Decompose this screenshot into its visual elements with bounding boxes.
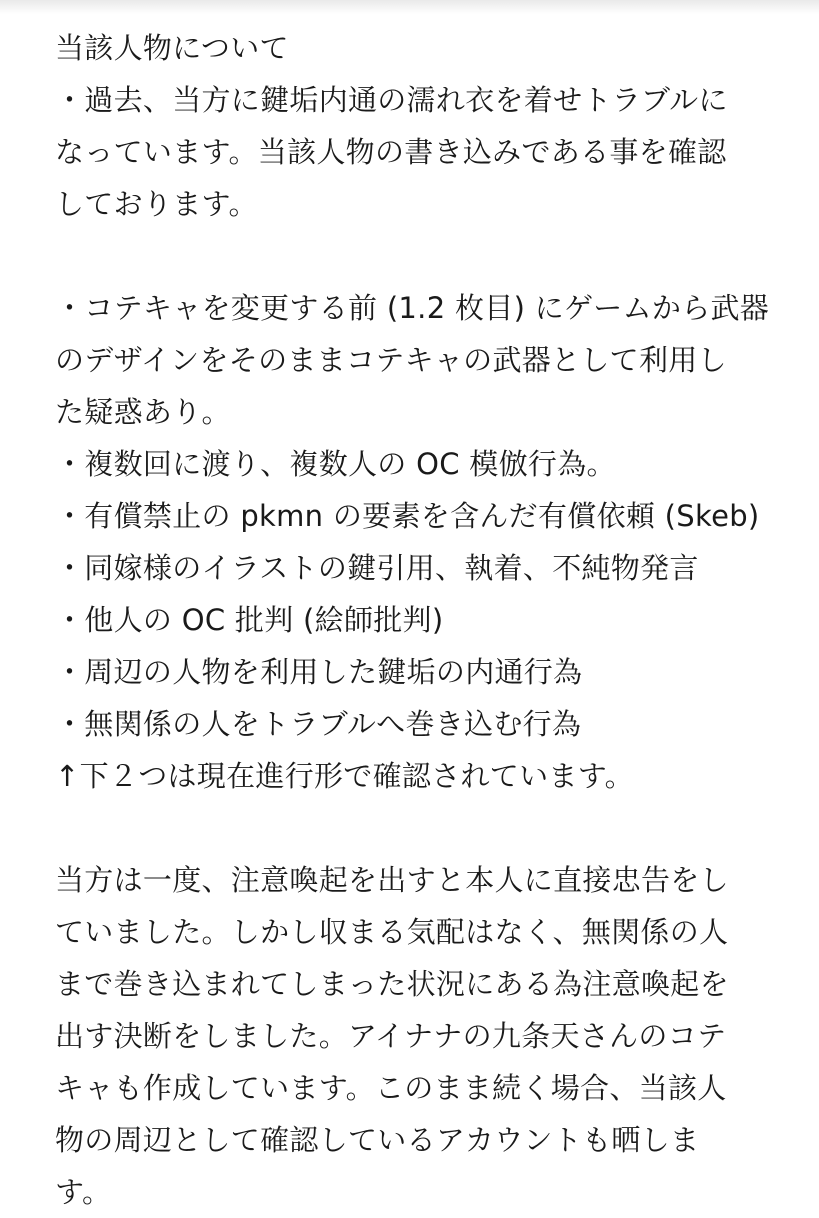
note-list-item: ・複数回に渡り、複数人の OC 模倣行為。 xyxy=(55,447,616,481)
note-line: ↑下２つは現在進行形で確認されています。 xyxy=(55,759,634,793)
paragraph-gap xyxy=(55,230,805,282)
note-list-item: ・周辺の人物を利用した鍵垢の内通行為 xyxy=(55,655,583,689)
note-line: す。 xyxy=(55,1175,112,1209)
note-list-item: ・他人の OC 批判 (絵師批判) xyxy=(55,603,444,637)
top-edge xyxy=(0,0,819,14)
note-line: ・コテキャを変更する前 (1.2 枚目) にゲームから武器 xyxy=(55,291,770,325)
note-line: キャも作成しています。このまま続く場合、当該人 xyxy=(55,1071,727,1105)
note-line: ていました。しかし収まる気配はなく、無関係の人 xyxy=(55,915,729,949)
note-line: のデザインをそのままコテキャの武器として利用し xyxy=(55,343,727,377)
note-line: しております。 xyxy=(55,187,258,221)
note-line: 物の周辺として確認しているアカウントも晒しま xyxy=(55,1123,700,1157)
note-line: なっています。当該人物の書き込みである事を確認 xyxy=(55,135,727,169)
note-list-item: ・同嫁様のイラストの鍵引用、執着、不純物発言 xyxy=(55,551,699,585)
note-list-item: ・有償禁止の pkmn の要素を含んだ有償依頼 (Skeb) xyxy=(55,499,760,533)
note-list-item: ・無関係の人をトラブルへ巻き込む行為 xyxy=(55,707,582,741)
paragraph-gap xyxy=(55,802,805,854)
note-line: まで巻き込まれてしまった状況にある為注意喚起を xyxy=(55,967,729,1001)
note-heading: 当該人物について xyxy=(55,31,289,65)
note-line: た疑惑あり。 xyxy=(55,395,231,429)
note-body xyxy=(55,22,805,1218)
note-line: ・過去、当方に鍵垢内通の濡れ衣を着せトラブルに xyxy=(55,83,728,117)
note-line: 当方は一度、注意喚起を出すと本人に直接忠告をし xyxy=(55,863,729,897)
note-line: 出す決断をしました。アイナナの九条天さんのコテ xyxy=(55,1019,727,1053)
